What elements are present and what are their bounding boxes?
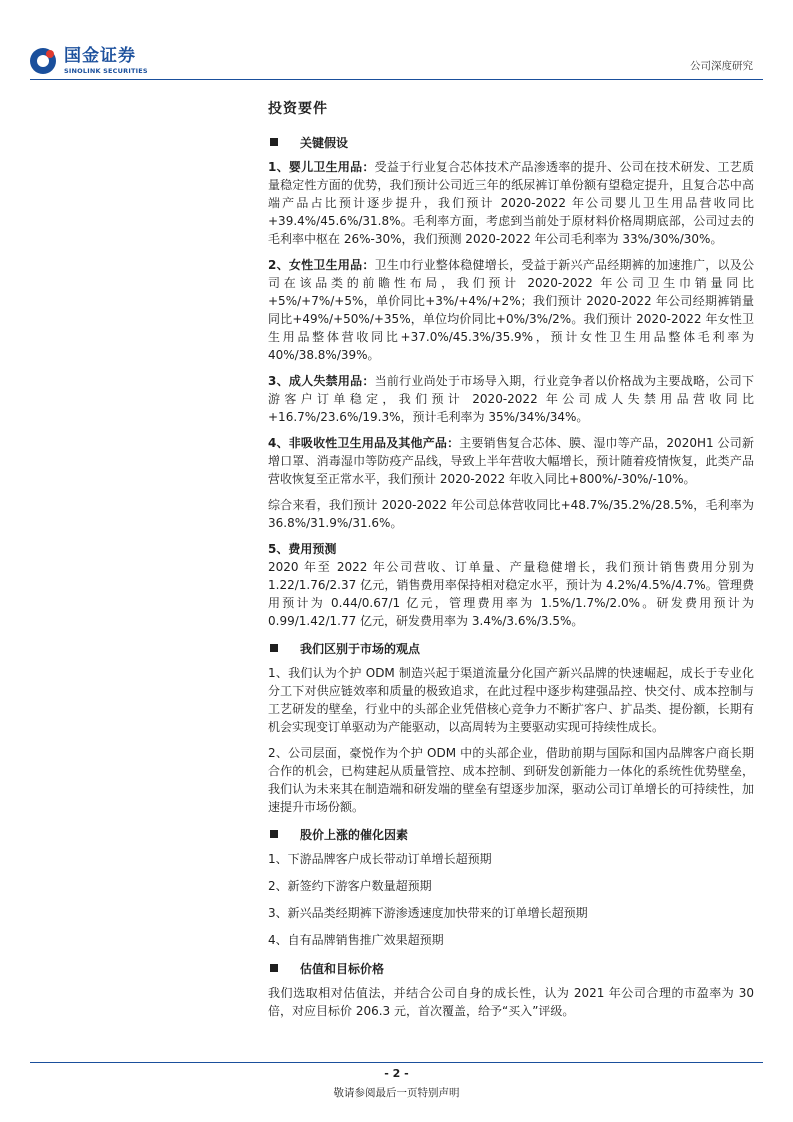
section-heading-differentiation [268, 638, 754, 658]
paragraph: 我们选取相对估值法，并结合公司自身的成长性，认为 2021 年公司合理的市盈率为 30 倍，对应目标价 206.3 元，首次覆盖，给予“买入”评级。 [268, 986, 754, 1018]
list-item: 3、新兴品类经期裤下游渗透速度加快带来的订单增长超预期 [268, 906, 588, 920]
logo-cn-text: 国金证券 [64, 45, 136, 66]
paragraph: 4、非吸收性卫生用品及其他产品：主要销售复合芯体、膜、湿巾等产品，2020H1 公司新增口罩、消毒湿巾等防疫产品线，导致上半年营收大幅增长，预计随着疫情恢复，此类产品营收恢复至正常水平，我们预计 2020-2022 年收入同比+800%/-30%/-10%。 [268, 436, 754, 486]
main-content [268, 98, 754, 1028]
paragraph: 3、成人失禁用品：当前行业尚处于市场导入期，行业竞争者以价格战为主要战略，公司下游客户订单稳定，我们预计 2020-2022 年公司成人失禁用品营收同比+16.7%/23.6%/19.3%，预计毛利率为 35%/34%/34%。 [268, 374, 754, 424]
list-item: 1、下游品牌客户成长带动订单增长超预期 [268, 852, 492, 866]
list-item: 2、新签约下游客户数量超预期 [268, 879, 432, 893]
footer-divider [30, 1062, 763, 1063]
company-logo [30, 44, 148, 78]
page-header [30, 40, 763, 80]
bullet-square-icon [270, 964, 278, 972]
bullet-square-icon [270, 138, 278, 146]
paragraph: 2、公司层面，豪悦作为个护 ODM 中的头部企业，借助前期与国际和国内品牌客户商长期合作的机会，已构建起从质量管控、成本控制、到研发创新能力一体化的系统性优势壁垒，我们认为未来其在制造端和研发端的壁垒有望逐步加深，驱动公司订单增长的可持续性，加速提升市场份额。 [268, 746, 754, 814]
section-heading-catalysts [268, 824, 754, 844]
section-heading-text: 估值和目标价格 [300, 961, 385, 976]
header-divider [30, 79, 763, 80]
page-number: - 2 - [384, 1067, 409, 1080]
section-heading-text: 关键假设 [300, 135, 349, 150]
paragraph: 1、我们认为个护 ODM 制造兴起于渠道流量分化国产新兴品牌的快速崛起，成长于专业化分工下对供应链效率和质量的极致追求，在此过程中逐步构建强品控、快交付、成本控制与工艺研发的壁垒，行业中的头部企业凭借核心竞争力不断扩客户、扩品类、提份额，长期有机会实现变订单驱动为产能驱动，以高周转为主要驱动实现可持续性成长。 [268, 666, 754, 734]
bullet-square-icon [270, 830, 278, 838]
logo-icon [30, 48, 56, 74]
list-item: 4、自有品牌销售推广效果超预期 [268, 933, 444, 947]
disclaimer-link: 敬请参阅最后一页特别声明 [333, 1087, 460, 1099]
report-type: 公司深度研究 [690, 60, 753, 72]
logo-en-text: SINOLINK SECURITIES [64, 66, 148, 75]
page-title: 投资要件 [268, 101, 328, 117]
paragraph: 1、婴儿卫生用品：受益于行业复合芯体技术产品渗透率的提升、公司在技术研发、工艺质量稳定性方面的优势，我们预计公司近三年的纸尿裤订单份额有望稳定提升，且复合芯中高端产品占比预计逐步提升，我们预计 2020-2022 年公司婴儿卫生用品营收同比+39.4%/45.6%/31.8%。毛利率方面，考虑到当前处于原材料价格周期底部，公司过去的毛利率中枢在 26%-30%，我们预测 2020-2022 年公司毛利率为 33%/30%/30%。 [268, 160, 754, 246]
section-heading-text: 我们区别于市场的观点 [300, 641, 421, 656]
section-heading-key-assumptions [268, 132, 754, 152]
bullet-square-icon [270, 644, 278, 652]
section-heading-text: 股价上涨的催化因素 [300, 827, 409, 842]
section-heading-valuation [268, 958, 754, 978]
paragraph: 综合来看，我们预计 2020-2022 年公司总体营收同比+48.7%/35.2%/28.5%，毛利率为 36.8%/31.9%/31.6%。 [268, 498, 754, 530]
paragraph: 5、费用预测 2020 年至 2022 年公司营收、订单量、产量稳健增长，我们预计销售费用分别为 1.22/1.76/2.37 亿元，销售费用率保持相对稳定水平，预计为 4.2%/4.5%/4.7%。管理费用预计为 0.44/0.67/1 亿元，管理费用率为 1.5%/1.7%/2.0%。研发费用预计为 0.99/1.42/1.77 亿元，研发费用率为 3.4%/3.6%/3.5%。 [268, 542, 754, 628]
paragraph: 2、女性卫生用品：卫生巾行业整体稳健增长，受益于新兴产品经期裤的加速推广，以及公司在该品类的前瞻性布局，我们预计 2020-2022 年公司卫生巾销量同比+5%/+7%/+5%，单价同比+3%/+4%/+2%；我们预计 2020-2022 年公司经期裤销量同比+49%/+50%/+35%，单位均价同比+0%/3%/2%。我们预计 2020-2022 年女性卫生用品整体营收同比+37.0%/45.3%/35.9%，预计女性卫生用品整体毛利率为 40%/38.8%/39%。 [268, 258, 754, 362]
